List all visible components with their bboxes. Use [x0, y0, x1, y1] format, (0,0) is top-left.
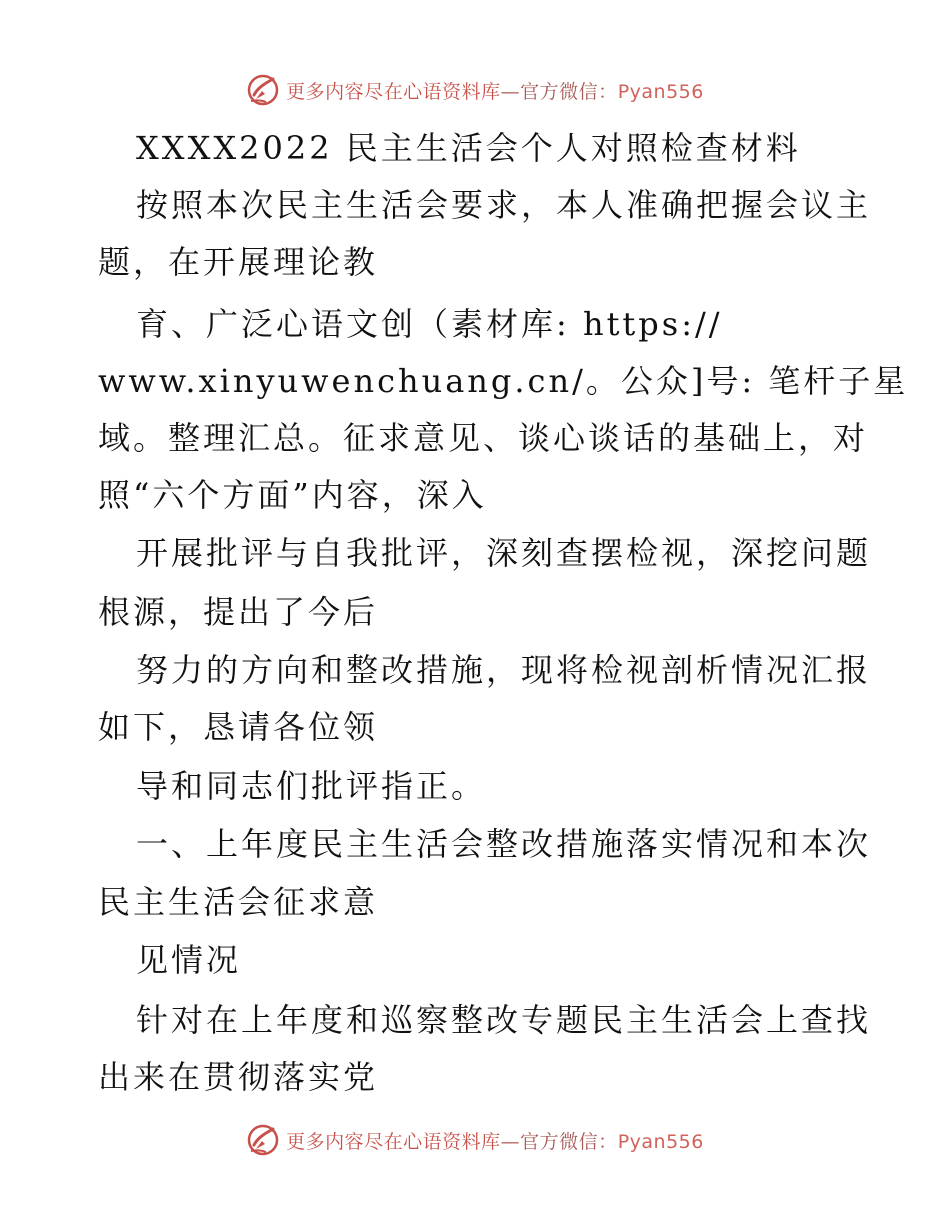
- pen-circle-icon: [246, 1123, 280, 1157]
- doc-line: 开展批评与自我批评，深刻查摆检视，深挖问题: [136, 534, 872, 572]
- doc-line: 如下，恳请各位领: [98, 708, 379, 746]
- doc-line: 针对在上年度和巡察整改专题民主生活会上查找: [136, 1001, 872, 1039]
- banner-main-text: 更多内容尽在心语资料库: [286, 80, 501, 103]
- doc-line: www.xinyuwenchuang.cn/。公众]号: 笔杆子星: [98, 362, 909, 400]
- doc-line: 出来在贯彻落实党: [98, 1058, 379, 1096]
- banner-wechat-id: Pyan556: [617, 1130, 704, 1153]
- banner-separator: —: [500, 1130, 521, 1153]
- header-banner: [0, 70, 950, 110]
- doc-section-heading: 一、上年度民主生活会整改措施落实情况和本次: [136, 825, 872, 863]
- doc-line: 按照本次民主生活会要求，本人准确把握会议主: [136, 186, 872, 224]
- doc-line: 导和同志们批评指正。: [136, 767, 487, 805]
- doc-section-heading-cont: 民主生活会征求意: [98, 883, 379, 921]
- doc-line: 题，在开展理论教: [98, 243, 379, 281]
- doc-section-heading-cont: 见情况: [136, 941, 242, 979]
- footer-banner: [0, 1120, 950, 1160]
- banner-text: [286, 1127, 704, 1154]
- doc-line: 照“六个方面”内容，深入: [98, 476, 487, 514]
- banner-main-text: 更多内容尽在心语资料库: [286, 1130, 501, 1153]
- banner-text: [286, 77, 704, 104]
- banner-wechat-label: 官方微信：: [520, 80, 618, 103]
- banner-wechat-id: Pyan556: [617, 80, 704, 103]
- doc-line: 根源，提出了今后: [98, 593, 379, 631]
- pen-circle-icon: [246, 73, 280, 107]
- doc-line: 努力的方向和整改措施，现将检视剖析情况汇报: [136, 651, 872, 689]
- banner-separator: —: [500, 80, 521, 103]
- doc-line: 域。整理汇总。征求意见、谈心谈话的基础上，对: [98, 419, 869, 457]
- doc-title: XXXX2022 民主生活会个人对照检查材料: [136, 129, 801, 167]
- doc-line: 育、广泛心语文创（素材库: https://: [136, 305, 723, 343]
- banner-wechat-label: 官方微信：: [520, 1130, 618, 1153]
